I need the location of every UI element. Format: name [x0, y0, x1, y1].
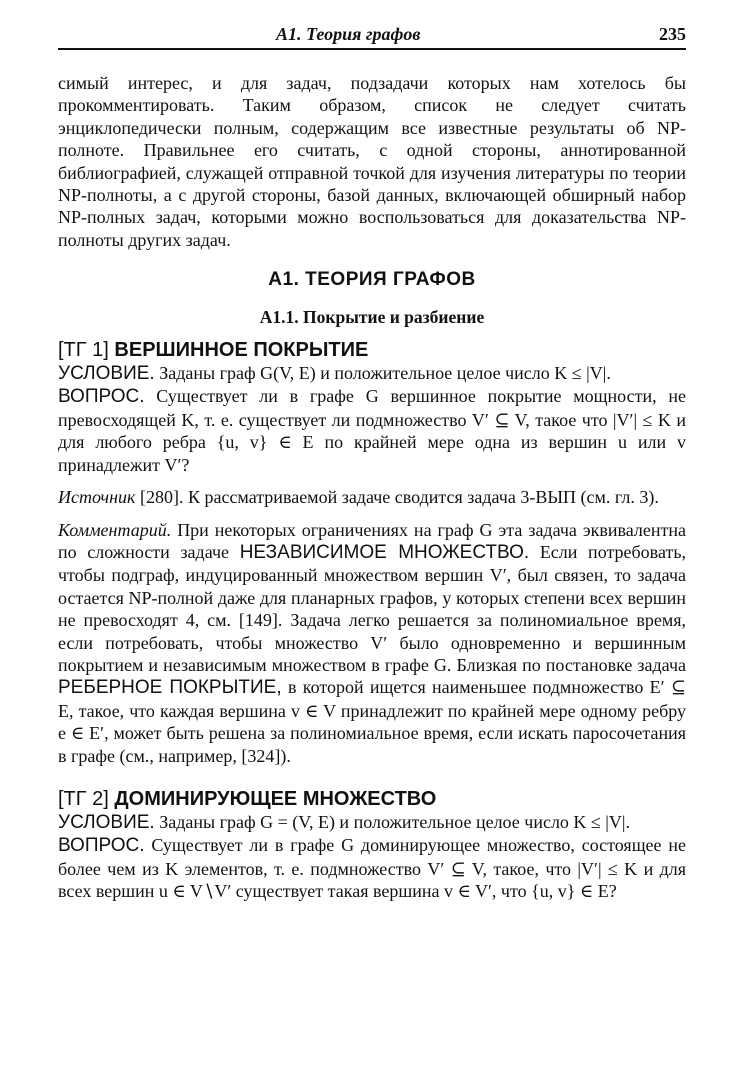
problem-comment [58, 519, 686, 767]
comment-label: Комментарий. [58, 519, 172, 540]
running-title: A1. Теория графов [276, 24, 421, 44]
problem-condition [58, 811, 686, 834]
condition-label: УСЛОВИЕ. [58, 811, 155, 833]
question-label: ВОПРОС. [58, 386, 145, 408]
section-title: A1. ТЕОРИЯ ГРАФОВ [268, 269, 476, 291]
problem-tg2 [58, 787, 686, 903]
comment-text-1: При некоторых ограничениях на граф G эта задача эквивалентна по сложности задаче [58, 519, 686, 562]
problem-question [58, 385, 686, 476]
problem-heading [58, 338, 686, 362]
problem-code: [ТГ 2] [58, 787, 109, 810]
condition-label: УСЛОВИЕ. [58, 363, 155, 385]
page-body [58, 72, 686, 903]
source-label: Источник [58, 487, 136, 508]
comment-text-3: в которой ищется наименьшее подмножество E′ ⊆ E, такое, что каждая вершина v ∈ V принадлежит по крайней мере одному ребру e ∈ E′, может быть решена за полиномиальное время, если искать паросочетания в графе (см., например, [324]). [58, 677, 686, 766]
problem-tg1 [58, 338, 686, 767]
page-number: 235 [659, 24, 686, 44]
comment-ref-edge-cover: РЕБЕРНОЕ ПОКРЫТИЕ, [58, 677, 282, 699]
condition-text: Заданы граф G(V, E) и положительное целое число K ≤ |V|. [159, 363, 611, 384]
problem-name: ВЕРШИННОЕ ПОКРЫТИЕ [114, 339, 369, 362]
condition-text: Заданы граф G = (V, E) и положительное целое число K ≤ |V|. [159, 811, 631, 832]
question-label: ВОПРОС. [58, 835, 145, 857]
problem-condition [58, 362, 686, 385]
comment-text-2: Если потребовать, чтобы подграф, индуцированный множеством вершин V′, был связен, то задача остается NP-полной даже для планарных графов, у которых степени всех вершин не превосходят 4, см. [149]. Задача легко решается за полиномиальное время, если потребовать, чтобы множество V′ было одновременно и вершинным покрытием и независимым множеством в графе G. Близкая по постановке задача [58, 541, 687, 675]
intro-paragraph: симый интерес, и для задач, подзадачи которых нам хотелось бы прокомментировать. Таким образом, список не следует считать энциклопедически полным, содержащим все известные результаты об NP-полноте. Правильнее его считать, с одной стороны, аннотированной библиографией, служащей отправной точкой для изучения литературы по теории NP-полноты, а с другой стороны, базой данных, включающей обширный набор NP-полных задач, которыми можно воспользоваться для доказательства NP-полноты других задач. [58, 73, 686, 250]
running-header [58, 24, 686, 46]
problem-heading [58, 787, 686, 811]
problem-question [58, 834, 686, 902]
question-text: Существует ли в графе G доминирующее множество, состоящее не более чем из K элементов, т. е. подмножество V′ ⊆ V, такое, что |V′| ≤ K и для всех вершин u ∈ V∖V′ существует такая вершина v ∈ V′, что {u, v} ∈ E? [58, 835, 686, 902]
question-text: Существует ли в графе G вершинное покрытие мощности, не превосходящей K, т. е. существует ли подмножество V′ ⊆ V, такое что |V′| ≤ K и для любого ребра {u, v} ∈ E по крайней мере одна из вершин u или v принадлежит V′? [58, 386, 686, 475]
problem-code: [ТГ 1] [58, 339, 109, 362]
problem-source [58, 486, 686, 508]
problem-name: ДОМИНИРУЮЩЕЕ МНОЖЕСТВО [114, 787, 437, 810]
comment-ref-independent-set: НЕЗАВИСИМОЕ МНОЖЕСТВО. [239, 541, 530, 563]
header-rule [58, 48, 686, 50]
subsection-title: A1.1. Покрытие и разбиение [259, 306, 485, 327]
source-text: [280]. К рассматриваемой задаче сводится задача 3-ВЫП (см. гл. 3). [139, 487, 659, 508]
